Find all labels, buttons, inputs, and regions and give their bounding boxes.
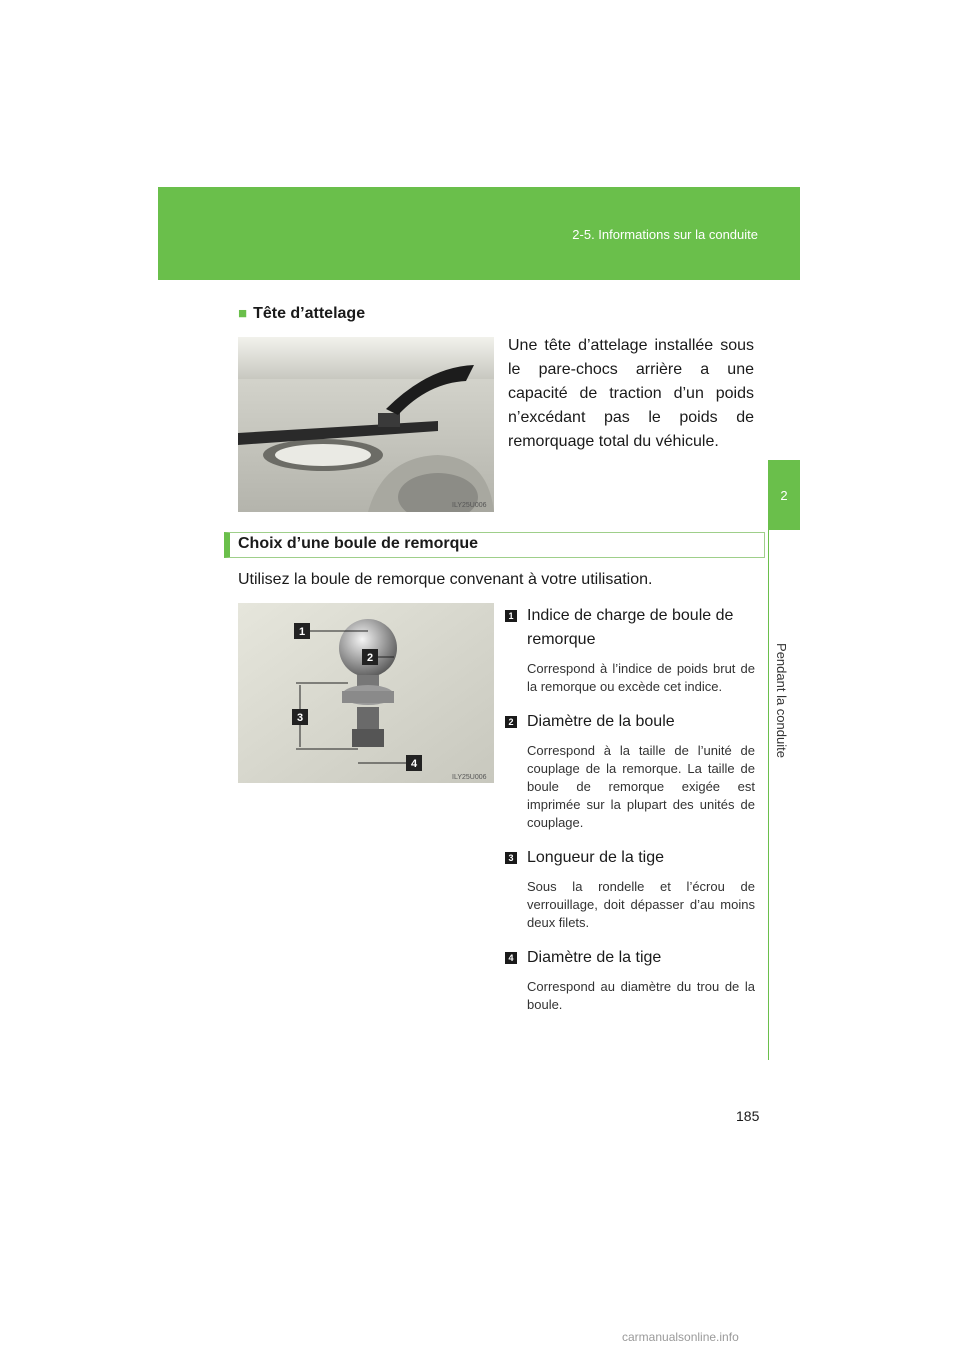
hitch-image-code: ILY25U006 <box>452 502 487 509</box>
list-item-head <box>505 604 755 652</box>
ball-section-title: Choix d’une boule de remorque <box>238 535 479 552</box>
watermark-link[interactable]: carmanualsonline.info <box>622 1330 739 1344</box>
list-item-text: Correspond à l’indice de poids brut de la remorque ou excède cet indice. <box>527 661 755 694</box>
ball-illustration <box>238 603 494 783</box>
list-item-text: Correspond à la taille de l’unité de couplage de la remorque. La taille de boule de remorque exigée est imprimée sur la plupart des unités de couplage. <box>527 743 755 830</box>
list-item <box>505 710 755 832</box>
callout-1: 1 <box>298 626 306 638</box>
list-item-title: Diamètre de la boule <box>527 713 675 730</box>
list-item-head <box>505 846 755 870</box>
list-item-title: Diamètre de la tige <box>527 949 662 966</box>
page-number: 185 <box>736 1108 760 1124</box>
list-item <box>505 604 755 696</box>
square-bullet-icon: ■ <box>238 305 248 322</box>
ball-spec-list <box>505 604 755 1028</box>
hitch-subtitle <box>238 305 365 323</box>
list-item-title: Longueur de la tige <box>527 849 664 866</box>
list-item-text: Correspond au diamètre du trou de la boule. <box>527 979 755 1012</box>
list-item <box>505 946 755 1014</box>
list-item <box>505 846 755 932</box>
chapter-tab-label-text: Pendant la conduite <box>773 642 789 758</box>
ball-illustration-svg <box>238 603 494 783</box>
list-item-title: Indice de charge de boule de remorque <box>527 607 734 648</box>
item-number-badge: 2 <box>505 716 517 728</box>
chapter-tab-label <box>760 620 802 780</box>
callout-4: 4 <box>410 758 418 770</box>
item-number-badge: 3 <box>505 852 517 864</box>
ball-image-code: ILY25U006 <box>452 774 487 781</box>
hitch-illustration-svg <box>238 337 494 512</box>
ball-intro: Utilisez la boule de remorque convenant à votre utilisation. <box>238 571 653 588</box>
hitch-subtitle-text: Tête d’attelage <box>253 305 366 322</box>
section-header-title: 2-5. Informations sur la conduite <box>572 227 758 242</box>
hitch-description: Une tête d’attelage installée sous le pare-chocs arrière a une capacité de traction d’un poids n’excédant pas le poids de remorquage total du véhicule. <box>508 337 754 450</box>
hitch-illustration <box>238 337 494 512</box>
callout-3: 3 <box>296 712 304 724</box>
item-number-badge: 1 <box>505 610 517 622</box>
item-number-badge: 4 <box>505 952 517 964</box>
list-item-head <box>505 946 755 970</box>
section-header <box>158 187 800 280</box>
chapter-tab-number: 2 <box>768 460 800 530</box>
callout-2: 2 <box>366 652 374 664</box>
ball-section-bar <box>224 532 765 558</box>
list-item-text: Sous la rondelle et l’écrou de verrouillage, doit dépasser d’au moins deux filets. <box>527 879 755 930</box>
chapter-tab-line <box>768 530 801 1060</box>
list-item-head <box>505 710 755 734</box>
